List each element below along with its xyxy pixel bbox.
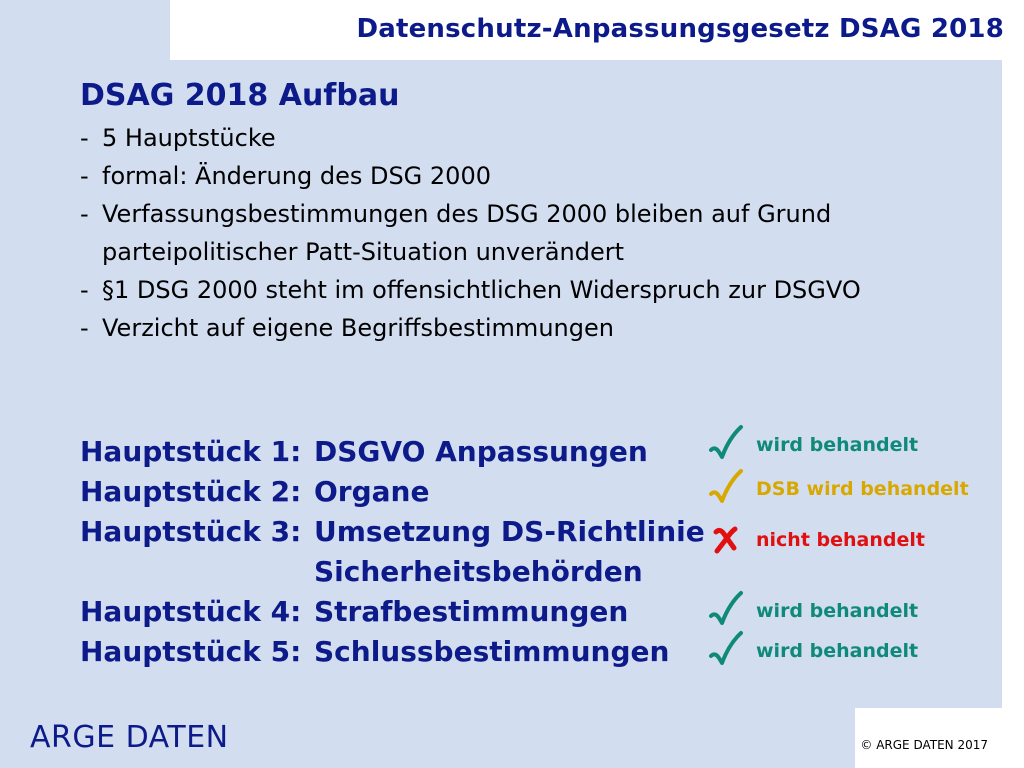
status-marker xyxy=(708,468,969,510)
status-marker xyxy=(708,522,925,558)
bullet-dash: - xyxy=(80,200,89,228)
check-icon xyxy=(708,424,744,466)
bullet-item xyxy=(80,309,980,347)
chapter-title: Umsetzung DS-Richtlinie xyxy=(314,515,705,548)
bullet-item xyxy=(80,119,980,157)
slide-header-title: Datenschutz-Anpassungsgesetz DSAG 2018 xyxy=(356,14,1004,44)
bullet-list xyxy=(80,119,980,347)
chapter-row xyxy=(80,512,705,552)
chapter-row xyxy=(80,432,705,472)
chapter-title: Organe xyxy=(314,475,430,508)
chapter-label: Hauptstück 5: xyxy=(80,635,302,668)
bullet-item xyxy=(80,271,980,309)
bullet-text: Verfassungsbestimmungen des DSG 2000 bleiben auf Grund parteipolitischer Patt-Situation unverändert xyxy=(102,200,832,266)
top-left-decoration xyxy=(0,0,170,60)
bullet-text: §1 DSG 2000 steht im offensichtlichen Widerspruch zur DSGVO xyxy=(102,276,861,304)
chapter-row xyxy=(80,632,705,672)
check-icon xyxy=(708,468,744,510)
bullet-dash: - xyxy=(80,276,89,304)
footer-logo: ARGE DATEN xyxy=(30,720,229,755)
bullet-item xyxy=(80,157,980,195)
bullet-dash: - xyxy=(80,314,89,342)
status-marker xyxy=(708,630,918,672)
status-marker xyxy=(708,424,918,466)
check-icon xyxy=(708,590,744,632)
chapter-label: Hauptstück 4: xyxy=(80,595,302,628)
chapter-row xyxy=(80,472,705,512)
chapter-title: Strafbestimmungen xyxy=(314,595,629,628)
chapter-list xyxy=(80,432,705,672)
bullet-text: Verzicht auf eigene Begriffsbestimmungen xyxy=(102,314,614,342)
chapter-label-empty xyxy=(80,552,314,592)
status-marker xyxy=(708,590,918,632)
slide-content xyxy=(80,78,980,347)
chapter-title: DSGVO Anpassungen xyxy=(314,435,648,468)
status-text: nicht behandelt xyxy=(756,529,925,551)
cross-icon xyxy=(708,522,744,558)
chapter-label: Hauptstück 3: xyxy=(80,515,302,548)
chapter-title: Schlussbestimmungen xyxy=(314,635,670,668)
chapter-row xyxy=(80,592,705,632)
status-text: DSB wird behandelt xyxy=(756,478,969,500)
bullet-text: formal: Änderung des DSG 2000 xyxy=(102,162,491,190)
bullet-dash: - xyxy=(80,124,89,152)
chapter-title-continued: Sicherheitsbehörden xyxy=(314,555,643,588)
status-text: wird behandelt xyxy=(756,600,919,622)
bullet-dash: - xyxy=(80,162,89,190)
chapter-label: Hauptstück 2: xyxy=(80,475,302,508)
check-icon xyxy=(708,630,744,672)
status-text: wird behandelt xyxy=(756,640,919,662)
status-text: wird behandelt xyxy=(756,434,919,456)
chapter-label: Hauptstück 1: xyxy=(80,435,302,468)
bullet-item xyxy=(80,195,980,271)
chapter-row-continued xyxy=(80,552,705,592)
right-decoration-strip xyxy=(1002,60,1024,708)
bullet-text: 5 Hauptstücke xyxy=(102,124,276,152)
footer-copyright: © ARGE DATEN 2017 xyxy=(860,738,988,752)
section-title: DSAG 2018 Aufbau xyxy=(80,78,400,113)
